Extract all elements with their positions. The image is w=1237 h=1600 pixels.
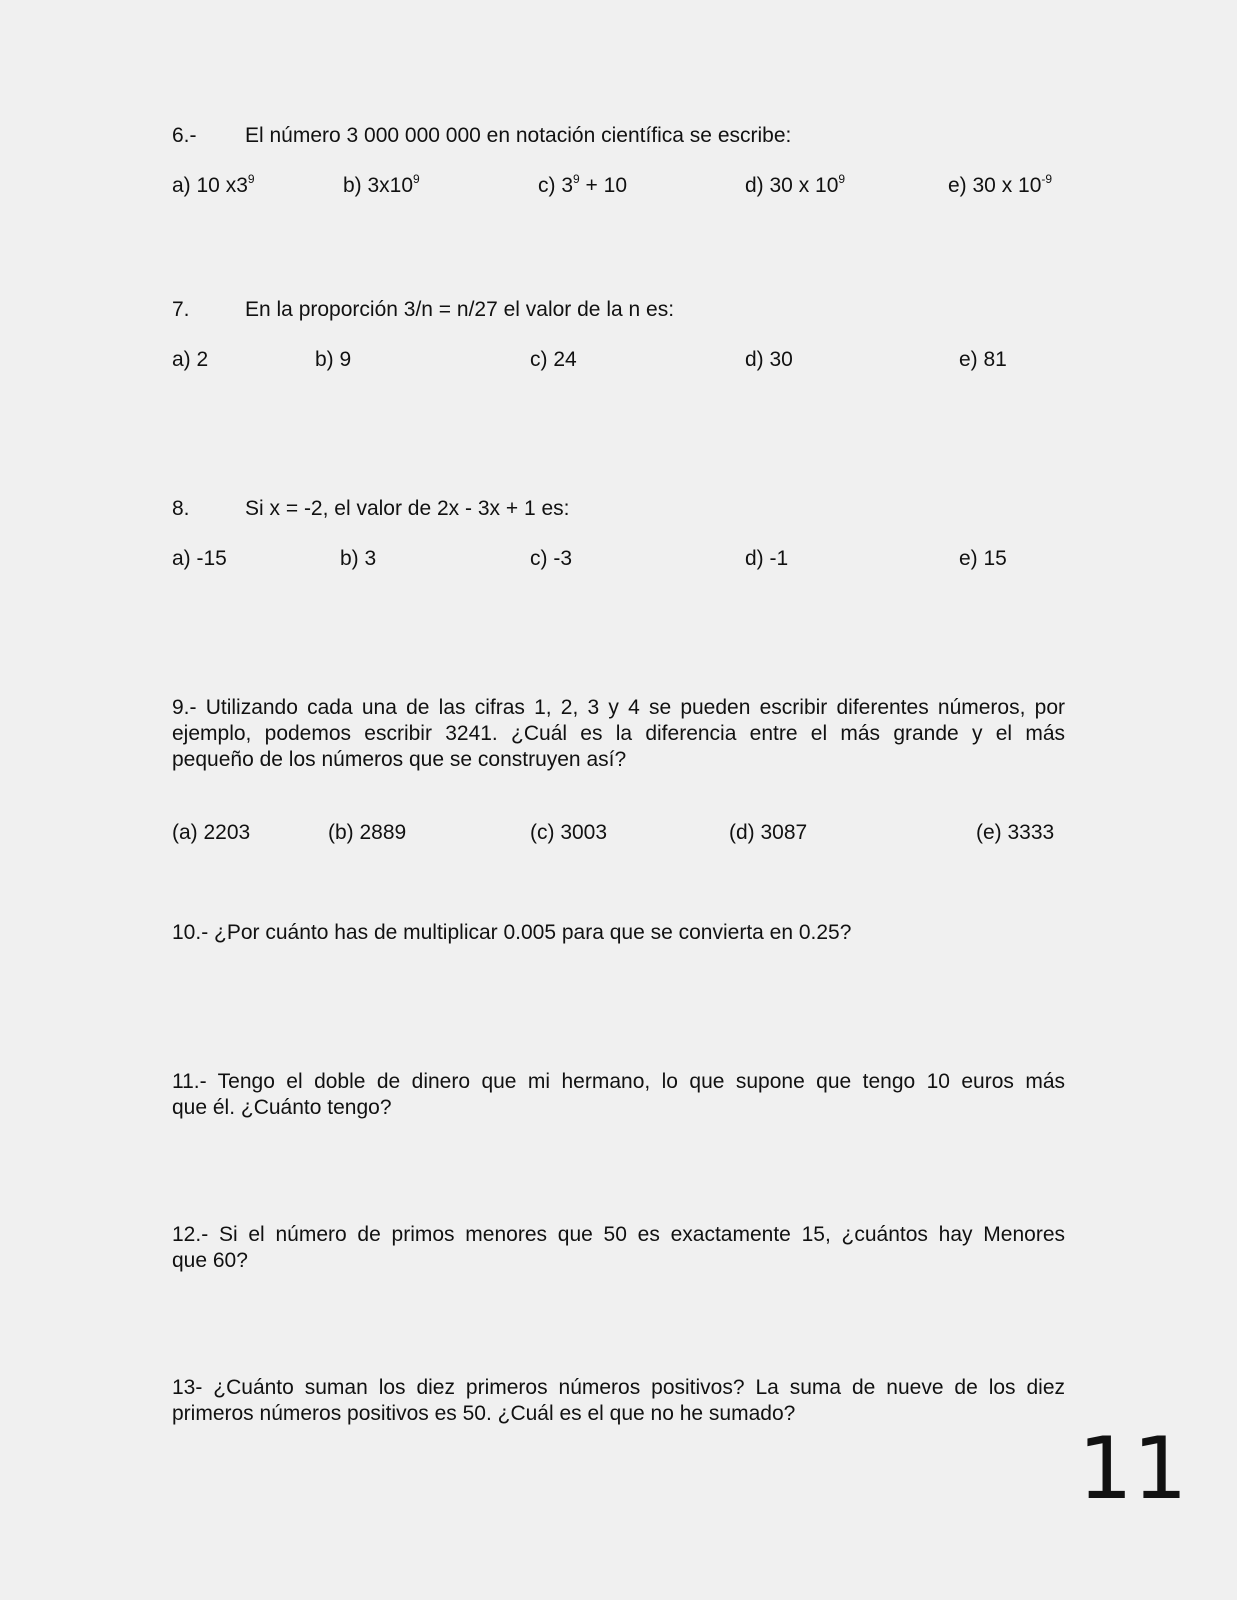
option-b: b) 3 — [340, 547, 377, 570]
option-c: c) -3 — [530, 547, 572, 570]
text-line: 12.- Si el número de primos menores que 50 es exactamente 15, ¿cuántos hay Menores — [172, 1223, 1065, 1246]
question-9-text — [172, 695, 1065, 773]
text-line: 9.- Utilizando cada una de las cifras 1, 2, 3 y 4 se pueden escribir diferentes números, por — [172, 696, 1065, 719]
question-11-text — [172, 1069, 1065, 1121]
question-10-text — [172, 920, 1065, 946]
option-d: d) 30 x $10^9$ — [745, 172, 846, 197]
page-number: 11 — [1078, 1419, 1188, 1519]
text-line: 13- ¿Cuánto suman los diez primeros números positivos? La suma de nueve de los diez — [172, 1376, 1065, 1399]
option-c: (c) 3003 — [530, 821, 608, 844]
text-line: 11.- Tengo el doble de dinero que mi hermano, lo que supone que tengo 10 euros más — [172, 1070, 1065, 1093]
option-a: a) 2 — [172, 348, 209, 371]
question-text: Si x = -2, el valor de 2x - 3x + 1 es: — [245, 497, 570, 520]
question-text: El número 3 000 000 000 en notación científica se escribe: — [245, 124, 792, 147]
question-text: En la proporción 3/n = n/27 el valor de la n es: — [245, 298, 675, 321]
option-b: (b) 2889 — [328, 821, 407, 844]
question-number: 8. — [172, 497, 190, 520]
text-line: 10.- ¿Por cuánto has de multiplicar 0.005 para que se convierta en 0.25? — [172, 921, 852, 944]
option-a: (a) 2203 — [172, 821, 251, 844]
option-d: d) 30 — [745, 348, 793, 371]
question-number: 6.- — [172, 124, 197, 147]
text-line: que 60? — [172, 1249, 248, 1272]
option-b: b) 9 — [315, 348, 352, 371]
option-a: a) 10 $x3^9$ — [172, 172, 255, 197]
option-d: (d) 3087 — [729, 821, 808, 844]
option-e: e) 81 — [959, 348, 1007, 371]
option-e: e) 15 — [959, 547, 1007, 570]
question-number: 7. — [172, 298, 190, 321]
text-line: pequeño de los números que se construyen así? — [172, 748, 627, 771]
option-c: c) $3^9 + 10$ — [538, 172, 627, 197]
option-d: d) -1 — [745, 547, 789, 570]
text-line: ejemplo, podemos escribir 3241. ¿Cuál es la diferencia entre el más grande y el más — [172, 722, 1065, 745]
text-line: que él. ¿Cuánto tengo? — [172, 1096, 392, 1119]
question-12-text — [172, 1222, 1065, 1274]
option-e: e) 30 x $10^{-9}$ — [948, 172, 1053, 197]
option-b: b) $3x10^9$ — [343, 172, 420, 197]
text-line: primeros números positivos es 50. ¿Cuál es el que no he sumado? — [172, 1402, 796, 1425]
question-13-text — [172, 1375, 1065, 1427]
option-e: (e) 3333 — [976, 821, 1055, 844]
option-c: c) 24 — [530, 348, 577, 371]
option-a: a) -15 — [172, 547, 227, 570]
